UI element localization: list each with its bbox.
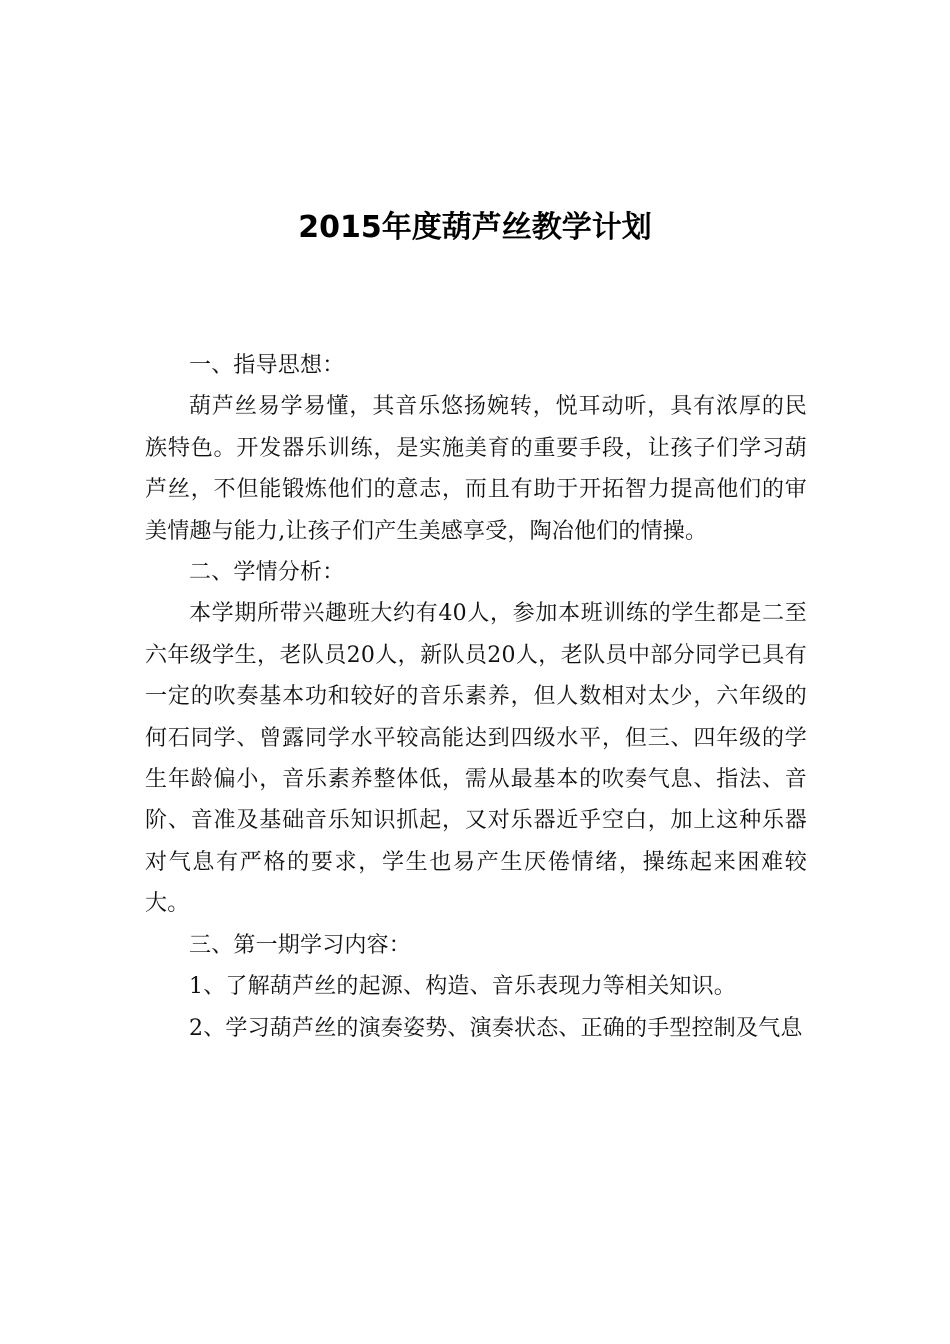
list-item-content-2: 2、学习葫芦丝的演奏姿势、演奏状态、正确的手型控制及气息 xyxy=(189,1015,803,1041)
section-heading-first-term-content: 三、第一期学习内容： xyxy=(189,932,412,958)
list-item-content-1: 1、了解葫芦丝的起源、构造、音乐表现力等相关知识。 xyxy=(189,974,736,1000)
document-body xyxy=(145,345,807,1049)
section-heading-student-analysis: 二、学情分析： xyxy=(189,560,345,586)
section-heading-guiding-thought: 一、指导思想： xyxy=(189,353,345,378)
document-title: 2015年度葫芦丝教学计划 xyxy=(298,210,652,245)
paragraph-student-analysis: 本学期所带兴趣班大约有40人，参加本班训练的学生都是二至六年级学生，老队员20人，新队员20人，老队员中部分同学已具有一定的吹奏基本功和较好的音乐素养，但人数相对太少，六年级的何石同学、曾露同学水平较高能达到四级水平，但三、四年级的学生年龄偏小，音乐素养整体低，需从最基本的吹奏气息、指法、音阶、音准及基础音乐知识抓起，又对乐器近乎空白，加上这种乐器对气息有严格的要求，学生也易产生厌倦情绪，操练起来困难较大。 xyxy=(145,601,807,917)
paragraph-guiding-thought: 葫芦丝易学易懂，其音乐悠扬婉转，悦耳动听，具有浓厚的民族特色。开发器乐训练，是实施美育的重要手段，让孩子们学习葫芦丝，不但能锻炼他们的意志，而且有助于开拓智力提高他们的审美情趣与能力,让孩子们产生美感享受，陶冶他们的情操。 xyxy=(145,394,807,544)
